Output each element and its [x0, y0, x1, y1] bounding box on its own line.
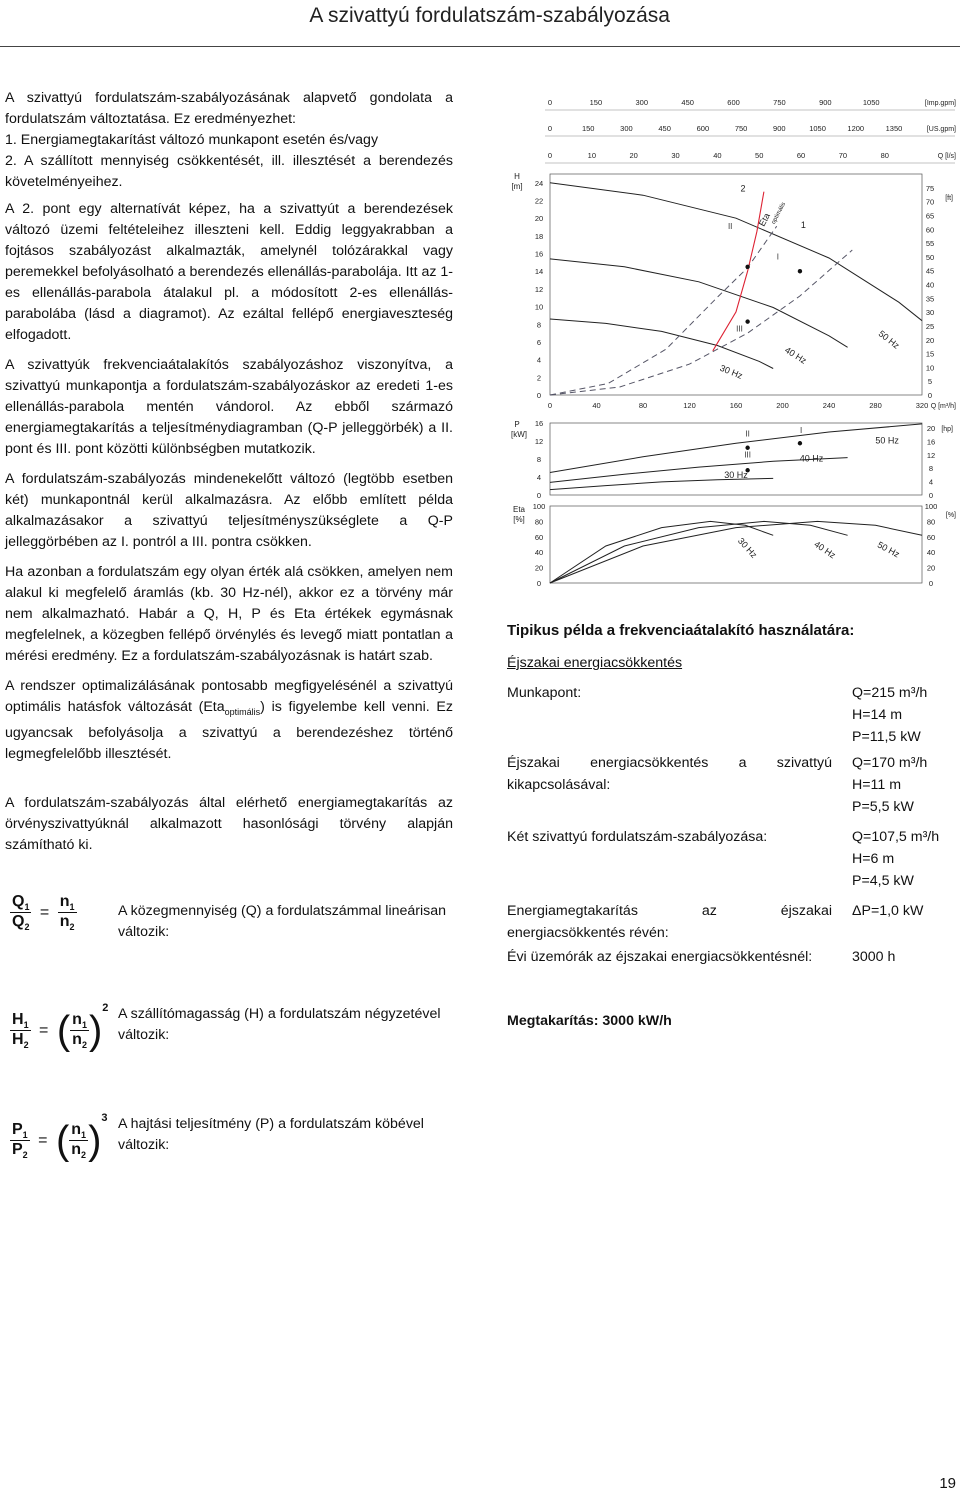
row-value: 3000 h — [852, 949, 896, 965]
paragraph-5: Ha azonban a fordulatszám egy olyan érték alá csökken, amelyen nem alakul ki megfelelő áramlás (kb. 30 Hz-nél), akkor ez a törvény már nem alkalmazható. Habár a Q, H, P és Eta értékek egymásnak megfelelnek, a közegben fellépő örvénylés és levegő miatt pontatlan a mérési eredmény. Ez a fordulatszám-szabályozásnak is határt szab. — [5, 564, 453, 664]
point-II-label: II — [727, 221, 733, 231]
power-point-I — [798, 441, 802, 445]
h-axis-label: H — [514, 172, 520, 181]
h-right-tick-label: 35 — [925, 294, 935, 304]
eta-panel-frame — [550, 506, 922, 583]
formula-head-eq: = — [39, 1022, 49, 1039]
paragraph-4: A fordulatszám-szabályozás mindenekelőtt változó (legtöbb esetben két) munkapontnál kerül alkalmazásra. Az előbb említett példa alkalmazásakor a szivattyú teljesítményszükséglete a Q-P jelleggörbében az I. pontról a III. pontra csökken. — [5, 471, 453, 550]
formula-head: $\frac{H_1}{H_2}$ = ( $\frac{n_1}{n_2}$ )$^2$ — [12, 1002, 109, 1053]
formula-flow — [10, 893, 77, 932]
top-axis-unit: [Imp.gpm] — [924, 100, 956, 107]
p-label-30hz: 30 Hz — [724, 469, 748, 480]
p-left-tick-label: 8 — [536, 455, 542, 464]
top-axis-tick-label: 10 — [587, 151, 597, 160]
top-axis-tick-label: 0 — [547, 124, 553, 133]
page-number: 19 — [939, 1475, 956, 1492]
top-axis-tick-label: 80 — [880, 151, 889, 160]
row-value: P=11,5 kW — [852, 729, 921, 745]
x-axis-tick-label: 240 — [822, 401, 836, 410]
intro-item-1: 1. Energiamegtakarítást változó munkapont esetén és/vagy — [5, 132, 379, 148]
power-point-II — [745, 446, 749, 450]
top-axis-tick-label: 20 — [629, 151, 638, 160]
h-right-tick-label: 50 — [925, 252, 935, 262]
parabola-2-label: 2 — [740, 183, 746, 194]
eta-right-tick-label: 0 — [928, 579, 934, 588]
x-axis-tick-label: 200 — [776, 401, 789, 410]
top-axis-tick-label: 900 — [773, 124, 786, 133]
row-value: P=5,5 kW — [852, 799, 914, 815]
top-axis-tick-label: 1350 — [885, 124, 903, 133]
eta-left-tick-label: 20 — [534, 563, 544, 573]
formula-head-right: $\frac{n_1}{n_2}$ — [72, 1011, 87, 1051]
h-left-tick-label: 10 — [534, 302, 544, 312]
row-values — [852, 900, 960, 922]
h-left-tick-label: 8 — [536, 320, 542, 330]
p-right-tick-label: 4 — [928, 477, 934, 487]
top-axis-tick-label: 0 — [547, 98, 553, 107]
p-curve-50-hz — [550, 424, 922, 473]
resistance-parabola-2 — [550, 226, 777, 395]
top-axis-tick-label: 750 — [734, 124, 748, 133]
row-value: ΔP=1,0 kW — [852, 903, 924, 919]
point-I-label: I — [776, 252, 779, 262]
example-subtitle: Éjszakai energiacsökkentés — [507, 655, 683, 671]
h-right-tick-label: 55 — [925, 239, 935, 249]
eta-right-tick-label: 80 — [926, 517, 936, 527]
p-right-tick-label: 8 — [928, 464, 934, 474]
top-axis-tick-label: 300 — [620, 124, 633, 133]
h-left-tick-label: 24 — [534, 178, 544, 188]
h-left-tick-label: 14 — [534, 267, 544, 277]
x-axis-tick-label: 40 — [592, 401, 601, 410]
eta-label-40hz: 40 Hz — [812, 538, 838, 561]
p-point-I-label: I — [799, 425, 803, 435]
formula-flow-left: $\frac{Q_1}{Q_2}$ — [12, 893, 30, 933]
formula-power-eq: = — [38, 1132, 48, 1149]
h-right-tick-label: 15 — [925, 349, 935, 359]
top-axis-tick-label: 150 — [581, 124, 595, 133]
h-left-tick-label: 0 — [536, 391, 542, 400]
page-header — [0, 0, 960, 47]
eta-left-tick-label: 60 — [534, 532, 544, 542]
h-curve-50-hz — [550, 183, 922, 321]
top-axis-tick-label: 300 — [635, 98, 649, 107]
row-values — [852, 752, 960, 818]
x-axis-tick-label: 0 — [547, 401, 553, 410]
h-label-30hz: 30 Hz — [718, 362, 745, 381]
page-title: A szivattyú fordulatszám-szabályozása — [309, 4, 670, 27]
eta-label: Eta — [756, 211, 773, 228]
row-value: H=6 m — [852, 851, 895, 867]
p-right-tick-label: 20 — [926, 424, 936, 434]
h-left-tick-label: 20 — [534, 214, 544, 224]
savings-total: Megtakarítás: 3000 kW/h — [507, 1013, 672, 1029]
p-left-tick-label: 12 — [534, 437, 544, 446]
h-right-tick-label: 25 — [925, 321, 935, 331]
h-panel-frame — [550, 174, 922, 395]
paragraph-2: A 2. pont egy alternatívát képez, ha a szivattyút a berendezések változó üzemi feltételeihez illeszteni kell. Eddig leggyakrabban a fojtásos szabályozást alkalmazták, amelynél tolózárakkal vagy peremekkel befolyásolható a berendezés ellenállás-parabolája. Itt az 1-es ellenállás-parabola átalakul pl. a módosított 2-es ellenállás-parabolába (lásd a diagramot). Az ezáltal fellépő energiaveszteség elfogadott. — [5, 201, 453, 343]
p-left-tick-label: 4 — [536, 473, 542, 482]
x-axis-tick-label: 320 — [915, 401, 929, 410]
paragraph-3: A szivattyúk frekvenciaátalakítós szabályozáshoz viszonyítva, a szivattyú munkapontja a fordulatszám-szabályozáskor az eredeti 1-es ellenállás-parabola mentén vándorol. Az ebből származó energiamegtakarítás a teljesítménydiagramban (Q-P jelleggörbék) a II. pont és III. pont közötti különbségben mutatkozik. — [5, 357, 453, 457]
h-right-tick-label: 10 — [925, 363, 935, 373]
x-axis-tick-label: 80 — [638, 401, 648, 410]
chart-svg — [505, 90, 957, 590]
formula-flow-eq: = — [39, 903, 50, 921]
parabola-1-label: 1 — [800, 219, 806, 230]
p-axis-unit: [kW] — [511, 430, 527, 439]
operating-point-I — [798, 269, 802, 273]
eta-axis-label: Eta — [512, 505, 526, 514]
top-axis-tick-label: 450 — [681, 98, 694, 107]
point-III-label: III — [736, 324, 743, 334]
eta-curve-30-hz — [550, 521, 773, 583]
h-right-tick-label: 40 — [925, 280, 935, 290]
eta-curve-40-hz — [550, 521, 848, 583]
h-axis-unit: [m] — [511, 182, 523, 191]
intro-text: A szivattyú fordulatszám-szabályozásának alapvető gondolata a fordulatszám változtatása. Ez eredményezhet: — [5, 90, 453, 127]
eta-left-tick-label: 80 — [534, 517, 544, 527]
formula-head-desc: A szállítómagasság (H) a fordulatszám négyzetével változik: — [118, 1006, 441, 1043]
row-label: Évi üzemórák az éjszakai energiacsökkentésnél: — [507, 949, 813, 965]
top-axis-tick-label: 150 — [589, 98, 603, 107]
h-label-40hz: 40 Hz — [783, 344, 809, 366]
p-right-tick-label: 12 — [926, 450, 936, 460]
top-axis-tick-label: 30 — [671, 151, 680, 160]
row-value: Q=170 m³/h — [852, 755, 928, 771]
h-curve-40-hz — [550, 259, 848, 347]
h-left-tick-label: 16 — [534, 249, 544, 259]
paragraph-6 — [5, 676, 453, 765]
row-values — [852, 946, 960, 968]
eta-axis-unit: [%] — [513, 515, 525, 524]
p-point-III-label: III — [744, 450, 751, 460]
eta-right-tick-label: 100 — [924, 502, 938, 511]
p-right-unit: [hp] — [941, 426, 953, 433]
p-axis-label: P — [514, 420, 520, 429]
eta-right-unit: [%] — [945, 512, 956, 519]
h-left-tick-label: 18 — [534, 231, 544, 241]
p-left-tick-label: 16 — [534, 419, 544, 428]
top-axis-tick-label: 600 — [696, 124, 710, 133]
top-axis-tick-label: 40 — [713, 151, 722, 160]
eta-right-tick-label: 60 — [926, 532, 936, 542]
top-axis-tick-label: 450 — [658, 124, 671, 133]
row-value: P=4,5 kW — [852, 873, 914, 889]
eta-optimal-sub-label: optimális — [770, 201, 788, 226]
top-axis-tick-label: 1050 — [809, 124, 826, 133]
h-right-tick-label: 30 — [925, 308, 935, 318]
p-panel-frame — [550, 423, 922, 495]
top-axis-tick-label: 50 — [755, 151, 764, 160]
formula-power-left: $\frac{P_1}{P_2}$ — [12, 1121, 28, 1161]
p-point-II-label: II — [745, 429, 750, 439]
h-right-tick-label: 70 — [925, 197, 935, 207]
top-axis-unit: Q [l/s] — [937, 153, 956, 160]
top-axis-tick-label: 60 — [796, 151, 806, 160]
paragraph-6-a: A rendszer optimalizálásának pontosabb megfigyelésénél a szivattyú optimális hatásfok változását (Eta — [5, 678, 453, 715]
h-right-tick-label: 20 — [925, 335, 935, 345]
x-axis-tick-label: 120 — [683, 401, 696, 410]
row-value: H=11 m — [852, 777, 902, 793]
example-title: Tipikus példa a frekvenciaátalakító használatára: — [507, 622, 855, 639]
row-values — [852, 682, 960, 748]
h-right-tick-label: 65 — [925, 211, 935, 221]
h-right-tick-label: 0 — [927, 391, 933, 400]
paragraph-7: A fordulatszám-szabályozás által elérhető energiamegtakarítás az örvényszivattyúknál alkalmazott hasonlósági törvény alapján számítható ki. — [5, 794, 453, 853]
p-right-tick-label: 16 — [926, 437, 936, 447]
paragraph-6-b: ) is figyelembe kell venni. Ez ugyancsak befolyásolja a szivattyú a berendezéshez történő legmegfelelőbb illesztését. — [5, 699, 453, 762]
x-axis-tick-label: 280 — [869, 401, 882, 410]
eta-left-tick-label: 40 — [534, 548, 544, 558]
h-label-50hz: 50 Hz — [876, 328, 902, 351]
formula-power-right: $\frac{n_1}{n_2}$ — [71, 1121, 87, 1161]
top-axis-tick-label: 1050 — [862, 98, 880, 107]
h-right-tick-label: 60 — [925, 225, 935, 235]
formula-power-exponent: 3 — [101, 1112, 108, 1124]
row-label: Munkapont: — [507, 685, 582, 701]
top-axis-tick-label: 750 — [773, 98, 786, 107]
h-left-tick-label: 2 — [536, 373, 542, 383]
h-left-tick-label: 6 — [536, 337, 542, 347]
paragraph-6-sub: optimális — [224, 706, 261, 717]
eta-right-tick-label: 20 — [926, 563, 936, 573]
top-axis-tick-label: 600 — [727, 98, 740, 107]
eta-right-tick-label: 40 — [926, 548, 936, 558]
formula-power: $\frac{P_1}{P_2}$ = ( $\frac{n_1}{n_2}$ )$^3$ — [12, 1112, 108, 1163]
pump-characteristic-chart — [505, 90, 957, 590]
x-axis-tick-label: 160 — [729, 401, 743, 410]
h-right-unit: [ft] — [945, 195, 953, 202]
formula-head-left: $\frac{H_1}{H_2}$ — [12, 1011, 29, 1051]
operating-point-III — [745, 319, 749, 323]
intro-paragraph — [5, 88, 453, 193]
p-curve-30-hz — [550, 478, 773, 489]
row-label: Két szivattyú fordulatszám-szabályozása: — [507, 829, 768, 845]
top-axis-unit: [US.gpm] — [926, 126, 956, 133]
top-axis-tick-label: 0 — [547, 151, 553, 160]
row-values — [852, 826, 960, 892]
operating-point-II — [745, 265, 749, 269]
row-label: Éjszakai energiacsökkentés a szivattyú kikapcsolásával: — [507, 755, 832, 793]
x-axis-unit: Q [m³/h] — [930, 403, 956, 410]
p-label-50hz: 50 Hz — [875, 435, 899, 446]
left-column — [5, 88, 453, 865]
formula-head-exponent: 2 — [102, 1002, 109, 1014]
formula-power-desc: A hajtási teljesítmény (P) a fordulatszám köbével változik: — [118, 1116, 424, 1153]
row-value: Q=215 m³/h — [852, 685, 928, 701]
top-axis-tick-label: 900 — [819, 98, 832, 107]
top-axis-tick-label: 70 — [838, 151, 848, 160]
eta-label-50hz: 50 Hz — [875, 539, 902, 560]
h-left-tick-label: 12 — [534, 284, 544, 294]
h-right-tick-label: 75 — [925, 183, 935, 193]
h-left-tick-label: 22 — [534, 196, 544, 206]
eta-left-tick-label: 0 — [536, 579, 542, 588]
h-right-tick-label: 5 — [927, 377, 933, 387]
top-axis-tick-label: 1200 — [847, 124, 865, 133]
eta-left-tick-label: 100 — [532, 502, 546, 511]
row-label: Energiamegtakarítás az éjszakai energiacsökkentés révén: — [507, 903, 832, 941]
p-label-40hz: 40 Hz — [799, 453, 824, 464]
formula-flow-desc: A közegmennyiség (Q) a fordulatszámmal lineárisan változik: — [118, 903, 447, 940]
formula-flow-right: $\frac{n_1}{n_2}$ — [59, 893, 75, 933]
p-right-tick-label: 0 — [928, 491, 934, 500]
row-value: H=14 m — [852, 707, 903, 723]
eta-label-30hz: 30 Hz — [735, 535, 760, 560]
intro-item-2: 2. A szállított mennyiség csökkentését, ill. illesztését a berendezés követelményeihez. — [5, 153, 453, 190]
p-left-tick-label: 0 — [536, 491, 542, 500]
row-value: Q=107,5 m³/h — [852, 829, 940, 845]
h-right-tick-label: 45 — [925, 266, 935, 276]
h-left-tick-label: 4 — [536, 355, 542, 365]
eta-curve-50-hz — [550, 521, 922, 583]
